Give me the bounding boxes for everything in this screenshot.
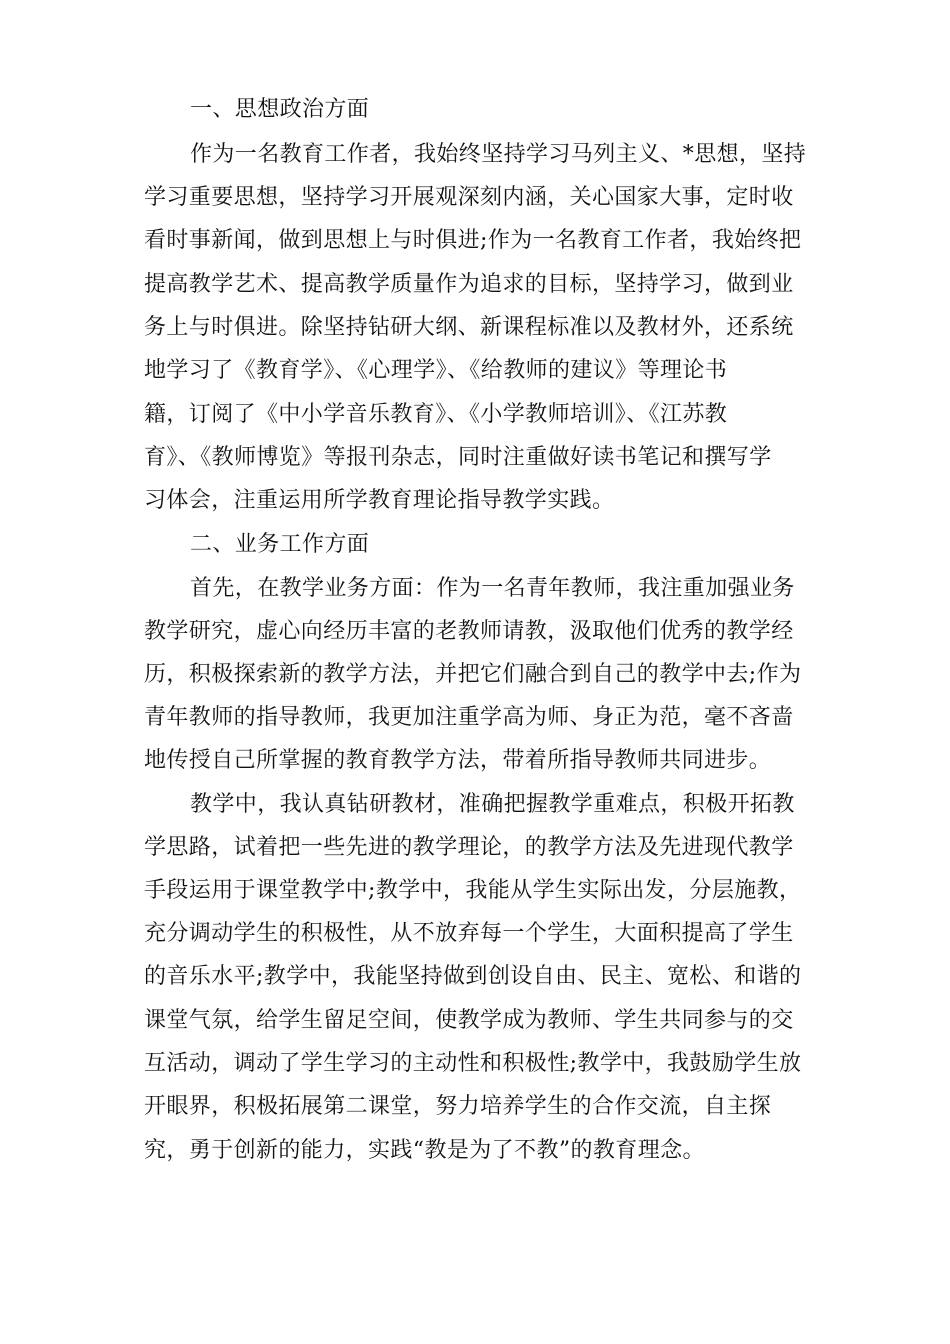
paragraph-line: 首先，在教学业务方面：作为一名青年教师，我注重加强业务 (190, 576, 795, 601)
paragraph-line: 的音乐水平;教学中，我能坚持做到创设自由、民主、宽松、和谐的 (144, 964, 802, 989)
paragraph-line: 青年教师的指导教师，我更加注重学高为师、身正为范，毫不吝啬 (144, 705, 794, 730)
paragraph-line: 提高教学艺术、提高教学质量作为追求的目标，坚持学习，做到业 (144, 272, 794, 297)
paragraph-line: 学习重要思想，坚持学习开展观深刻内涵，关心国家大事，定时收 (144, 185, 794, 210)
paragraph-line: 作为一名教育工作者，我始终坚持学习马列主义、*思想，坚持 (190, 142, 807, 167)
section-heading-2: 二、业务工作方面 (190, 532, 370, 557)
paragraph-line: 籍，订阅了《中小学音乐教育》、《小学教师培训》、《江苏教 (144, 402, 728, 427)
paragraph-line: 历，积极探索新的教学方法，并把它们融合到自己的教学中去;作为 (144, 662, 802, 687)
paragraph-line: 手段运用于课堂教学中;教学中，我能从学生实际出发，分层施教， (144, 878, 802, 903)
paragraph-line: 互活动，调动了学生学习的主动性和积极性;教学中，我鼓励学生放 (144, 1051, 802, 1076)
paragraph-line: 充分调动学生的积极性，从不放弃每一个学生，大面积提高了学生 (144, 921, 794, 946)
paragraph-line: 究，勇于创新的能力，实践“教是为了不教”的教育理念。 (144, 1138, 705, 1163)
paragraph-line: 育》、《教师博览》等报刊杂志，同时注重做好读书笔记和撰写学 (144, 445, 772, 470)
paragraph-line: 地学习了《教育学》、《心理学》、《给教师的建议》等理论书 (144, 358, 728, 383)
section-heading-1: 一、思想政治方面 (190, 97, 370, 122)
paragraph-line: 开眼界，积极拓展第二课堂，努力培养学生的合作交流，自主探 (144, 1094, 772, 1119)
paragraph-line: 地传授自己所掌握的教育教学方法，带着所指导教师共同进步。 (144, 748, 772, 773)
paragraph-line: 看时事新闻，做到思想上与时俱进;作为一名教育工作者，我始终把 (144, 228, 802, 253)
paragraph-line: 教学研究，虚心向经历丰富的老教师请教，汲取他们优秀的教学经 (144, 619, 794, 644)
paragraph-line: 学思路，试着把一些先进的教学理论，的教学方法及先进现代教学 (144, 835, 794, 860)
paragraph-line: 务上与时俱进。除坚持钻研大纲、新课程标准以及教材外，还系统 (144, 315, 794, 340)
paragraph-line: 课堂气氛，给学生留足空间，使教学成为教师、学生共同参与的交 (144, 1008, 794, 1033)
paragraph-line: 习体会，注重运用所学教育理论指导教学实践。 (144, 488, 615, 513)
paragraph-line: 教学中，我认真钻研教材，准确把握教学重难点，积极开拓教 (190, 792, 795, 817)
